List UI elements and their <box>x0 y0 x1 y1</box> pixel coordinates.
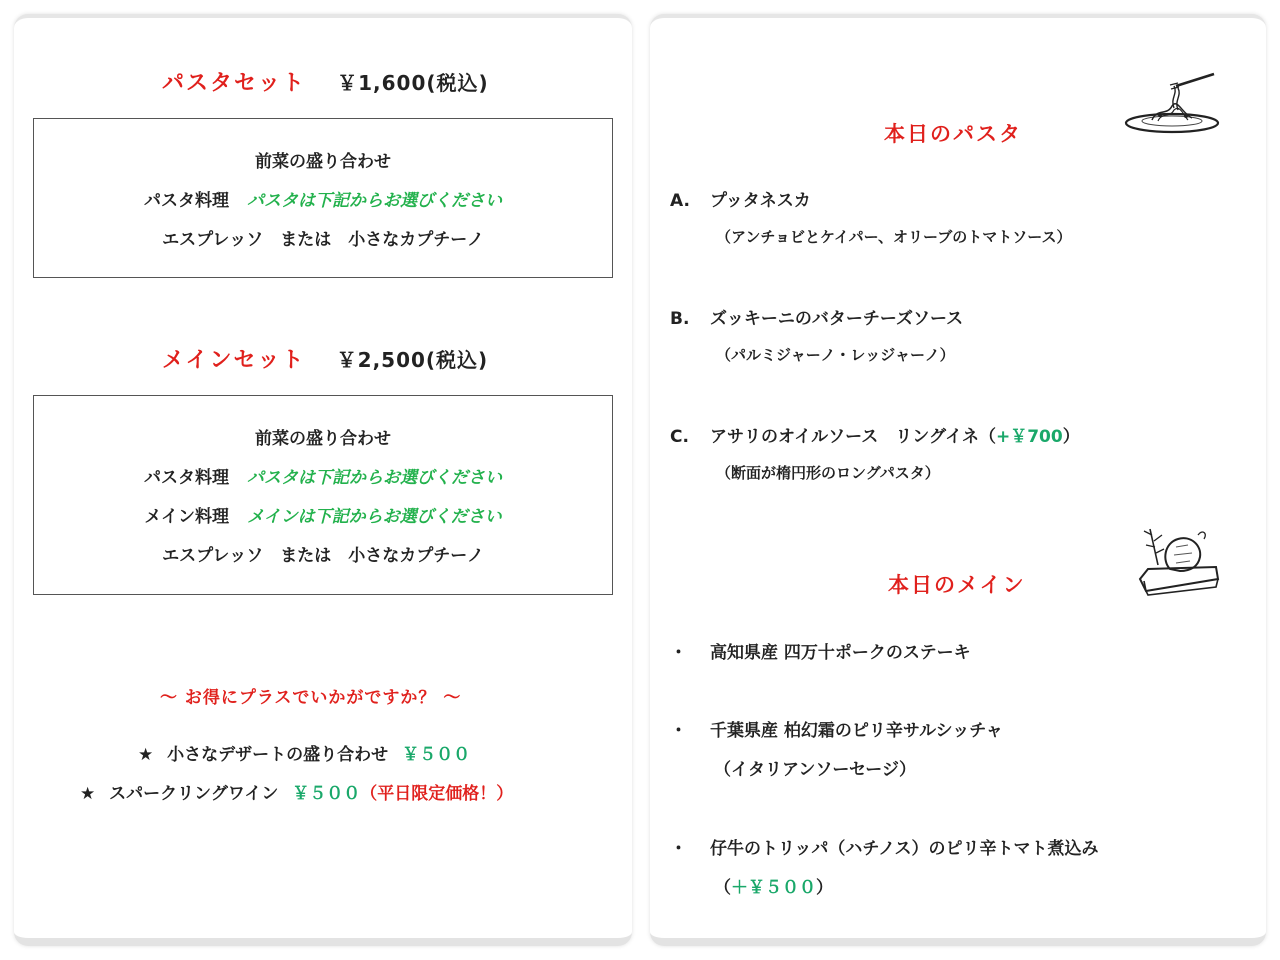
item-name: ズッキーニのバターチーズソース <box>710 309 964 329</box>
pasta-set-box <box>33 118 613 278</box>
pasta-course-label: パスタ料理 <box>144 191 229 211</box>
pasta-set-price: ￥1,600(税込) <box>337 71 489 95</box>
pasta-item-b-description: （パルミジャーノ・レッジャーノ） <box>716 346 955 364</box>
main-set-price: ￥2,500(税込) <box>336 348 489 372</box>
star-icon: ★ <box>80 784 96 804</box>
item-open: （ <box>714 878 731 898</box>
left-menu-page <box>14 14 632 946</box>
item-name: 高知県産 四万十ポークのステーキ <box>710 643 971 663</box>
pasta-set-drink: エスプレッソ または 小さなカプチーノ <box>162 230 484 250</box>
main-choice-note: メインは下記からお選びください <box>247 507 502 527</box>
item-marker: A. <box>670 191 690 211</box>
item-close: ） <box>816 878 833 898</box>
main-section-heading: 本日のメイン <box>888 573 1026 597</box>
pasta-item-c-description: （断面が楕円形のロングパスタ） <box>716 464 940 482</box>
item-surcharge: +￥700 <box>995 427 1063 447</box>
pasta-course-label: パスタ料理 <box>144 468 229 488</box>
main-course-label: メイン料理 <box>144 507 229 527</box>
item-name: プッタネスカ <box>710 191 811 211</box>
item-marker: B. <box>670 309 690 329</box>
pasta-item-a-description: （アンチョビとケイパー、オリーブのトマトソース） <box>716 228 1072 246</box>
main-set-box <box>33 395 613 595</box>
item-surcharge: ＋￥５００ <box>731 878 816 898</box>
main-set-main-line <box>34 502 612 527</box>
item-marker: C. <box>670 427 689 447</box>
main-item-1 <box>670 638 971 663</box>
main-item-2 <box>670 716 1003 741</box>
plus-item-dessert <box>138 740 470 765</box>
plus-item-name: 小さなデザートの盛り合わせ <box>167 745 389 765</box>
item-marker: ・ <box>670 839 687 859</box>
pasta-set-appetizer: 前菜の盛り合わせ <box>255 152 391 172</box>
plus-item-price: ￥５００ <box>402 745 471 765</box>
pasta-item-b <box>670 304 963 329</box>
plus-item-sparkling-wine <box>80 779 513 804</box>
plus-item-price: ￥５００ <box>292 784 361 804</box>
pasta-choice-note: パスタは下記からお選びください <box>247 468 502 488</box>
pasta-choice-note: パスタは下記からお選びください <box>247 191 502 211</box>
item-name: 千葉県産 柏幻霜のピリ辛サルシッチャ <box>710 721 1003 741</box>
pasta-plate-icon <box>1122 68 1222 138</box>
main-set-pasta-line <box>34 463 612 488</box>
pasta-set-header <box>162 66 489 97</box>
main-set-drink: エスプレッソ または 小さなカプチーノ <box>162 546 484 566</box>
item-name: 仔牛のトリッパ（ハチノス）のピリ辛トマト煮込み <box>710 839 1099 859</box>
main-set-header <box>162 343 488 374</box>
star-icon: ★ <box>138 745 154 765</box>
right-menu-page <box>650 14 1266 946</box>
pasta-item-a <box>670 186 811 211</box>
weekday-limited-note: （平日限定価格！） <box>360 784 514 804</box>
pasta-set-pasta-line <box>34 186 612 211</box>
item-name: アサリのオイルソース リングイネ（ <box>710 427 996 447</box>
main-set-appetizer: 前菜の盛り合わせ <box>255 429 391 449</box>
main-item-3 <box>670 834 1098 859</box>
steak-plate-icon <box>1132 521 1222 597</box>
item-marker: ・ <box>670 643 687 663</box>
item-close: ） <box>1062 427 1080 447</box>
pasta-set-title: パスタセット <box>162 71 307 96</box>
plus-item-name: スパークリングワイン <box>109 784 279 804</box>
main-item-3-surcharge <box>714 873 833 898</box>
main-item-2-description: （イタリアンソーセージ） <box>714 760 916 780</box>
plus-options-heading: ～ お得にプラスでいかがですか？ ～ <box>160 688 462 708</box>
pasta-section-heading: 本日のパスタ <box>884 122 1022 146</box>
main-set-title: メインセット <box>162 348 306 373</box>
item-marker: ・ <box>670 721 687 741</box>
pasta-item-c <box>670 422 1080 447</box>
